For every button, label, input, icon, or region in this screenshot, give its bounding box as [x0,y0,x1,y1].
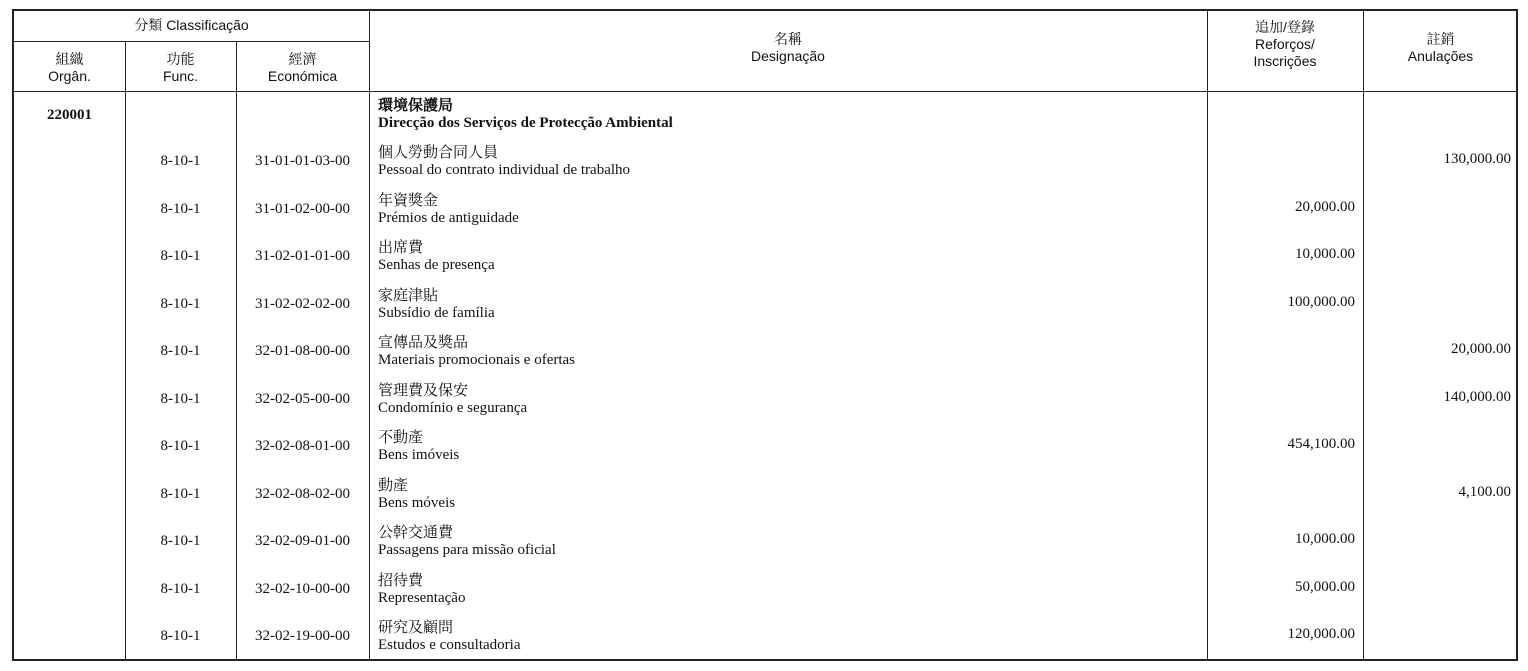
reinforcement-amount: 20,000.00 [1295,198,1355,215]
designation-cn: 管理費及保安 [378,380,469,399]
econ-code: 32-02-05-00-00 [255,390,350,407]
reinforcement-amount: 10,000.00 [1295,246,1355,262]
header-name-pt: Designação [751,48,825,64]
table-row [14,616,1516,664]
designation [378,428,459,464]
econ-code: 31-01-02-00-00 [255,200,350,217]
classification-rule [14,41,369,42]
table-row [14,331,1516,379]
entity-name [378,96,673,132]
func-code: 8-10-1 [160,438,201,454]
header-func-cn: 功能 [166,51,195,67]
designation [378,618,520,654]
designation-cn: 年資獎金 [378,190,439,209]
designation [378,571,465,607]
econ-code: 32-02-19-00-00 [255,628,350,644]
designation-pt: Bens imóveis [378,447,460,463]
func-code: 8-10-1 [160,533,201,549]
table-row [14,284,1516,332]
annulment-amount: 130,000.00 [1443,151,1511,167]
annulment-amount: 4,100.00 [1458,483,1511,500]
func-code: 8-10-1 [160,485,201,502]
designation-pt: Bens móveis [378,494,456,511]
header-cancel-pt: Anulações [1407,48,1474,64]
header-econ [236,51,369,85]
header-add [1207,19,1363,70]
func-code: 8-10-1 [160,153,201,169]
entity-name-cn: 環境保護局 [378,96,454,114]
reinforcement-amount: 120,000.00 [1287,626,1355,642]
designation-cn: 公幹交通費 [378,523,454,541]
designation-pt: Estudos e consultadoria [378,637,521,653]
table-row [14,141,1516,189]
designation [378,476,455,512]
header-bottom-rule [14,91,1516,92]
econ-code: 32-02-10-00-00 [255,580,350,597]
designation-cn: 招待費 [378,570,424,589]
designation [378,238,495,274]
func-code: 8-10-1 [160,295,201,312]
econ-code: 31-01-01-03-00 [255,153,350,169]
econ-code: 32-01-08-00-00 [255,343,350,359]
designation-cn: 宣傳品及獎品 [378,333,469,351]
econ-code: 32-02-08-01-00 [255,438,350,454]
func-code: 8-10-1 [160,390,201,407]
header-econ-pt: Económica [267,68,338,84]
header-org-pt: Orgân. [48,68,91,84]
designation-cn: 家庭津貼 [378,285,439,304]
designation-pt: Senhas de presença [378,257,495,273]
econ-code: 32-02-09-01-00 [255,533,350,549]
header-cancel-cn: 註銷 [1426,31,1455,47]
designation-cn: 研究及顧問 [378,618,454,636]
table-row [14,379,1516,427]
header-name [369,31,1207,65]
annulment-amount: 20,000.00 [1451,341,1511,357]
reinforcement-amount: 50,000.00 [1295,578,1355,595]
designation [378,191,519,227]
header-org [14,51,125,85]
designation [378,523,556,559]
header-org-cn: 組織 [55,51,84,67]
table-row [14,426,1516,474]
table-row [14,569,1516,617]
header-name-cn: 名稱 [774,31,802,47]
entity-name-pt: Direcção dos Serviços de Protecção Ambiental [378,115,673,131]
designation-cn: 個人勞動合同人員 [378,143,499,161]
table-row [14,236,1516,284]
designation-pt: Subsídio de família [378,304,495,321]
designation [378,143,630,179]
func-code: 8-10-1 [160,580,201,597]
func-code: 8-10-1 [160,200,201,217]
reinforcement-amount: 10,000.00 [1295,531,1355,547]
econ-code: 31-02-01-01-00 [255,248,350,264]
designation-pt: Prémios de antiguidade [378,209,519,226]
entity-code: 220001 [47,107,92,123]
econ-code: 32-02-08-02-00 [255,485,350,502]
designation-pt: Pessoal do contrato individual de trabalho [378,162,631,178]
header-classification: 分類 Classificação [134,17,249,33]
table-row [14,189,1516,237]
header-add-cn: 追加/登錄 [1255,19,1315,35]
designation-pt: Materiais promocionais e ofertas [378,352,576,368]
header-cancel [1363,31,1518,65]
header-econ-cn: 經濟 [288,51,317,67]
designation-cn: 動產 [378,475,409,494]
header-func-pt: Func. [162,68,198,84]
table-row [14,474,1516,522]
designation [378,333,575,369]
designation [378,381,527,417]
budget-table [12,9,1518,661]
designation-cn: 出席費 [378,238,424,256]
designation-cn: 不動產 [378,428,424,446]
designation-pt: Representação [378,589,466,606]
reinforcement-amount: 100,000.00 [1287,293,1355,310]
annulment-amount: 140,000.00 [1443,388,1511,405]
func-code: 8-10-1 [160,248,201,264]
designation-pt: Passagens para missão oficial [378,542,556,558]
designation-pt: Condomínio e segurança [378,399,528,416]
reinforcement-amount: 454,100.00 [1287,436,1355,452]
func-code: 8-10-1 [160,343,201,359]
table-row [14,521,1516,569]
econ-code: 31-02-02-02-00 [255,295,350,312]
designation [378,286,495,322]
header-add-pt1: Reforços/ [1255,36,1315,52]
header-add-pt2: Inscrições [1253,53,1317,69]
header-func [125,51,236,85]
func-code: 8-10-1 [160,628,201,644]
